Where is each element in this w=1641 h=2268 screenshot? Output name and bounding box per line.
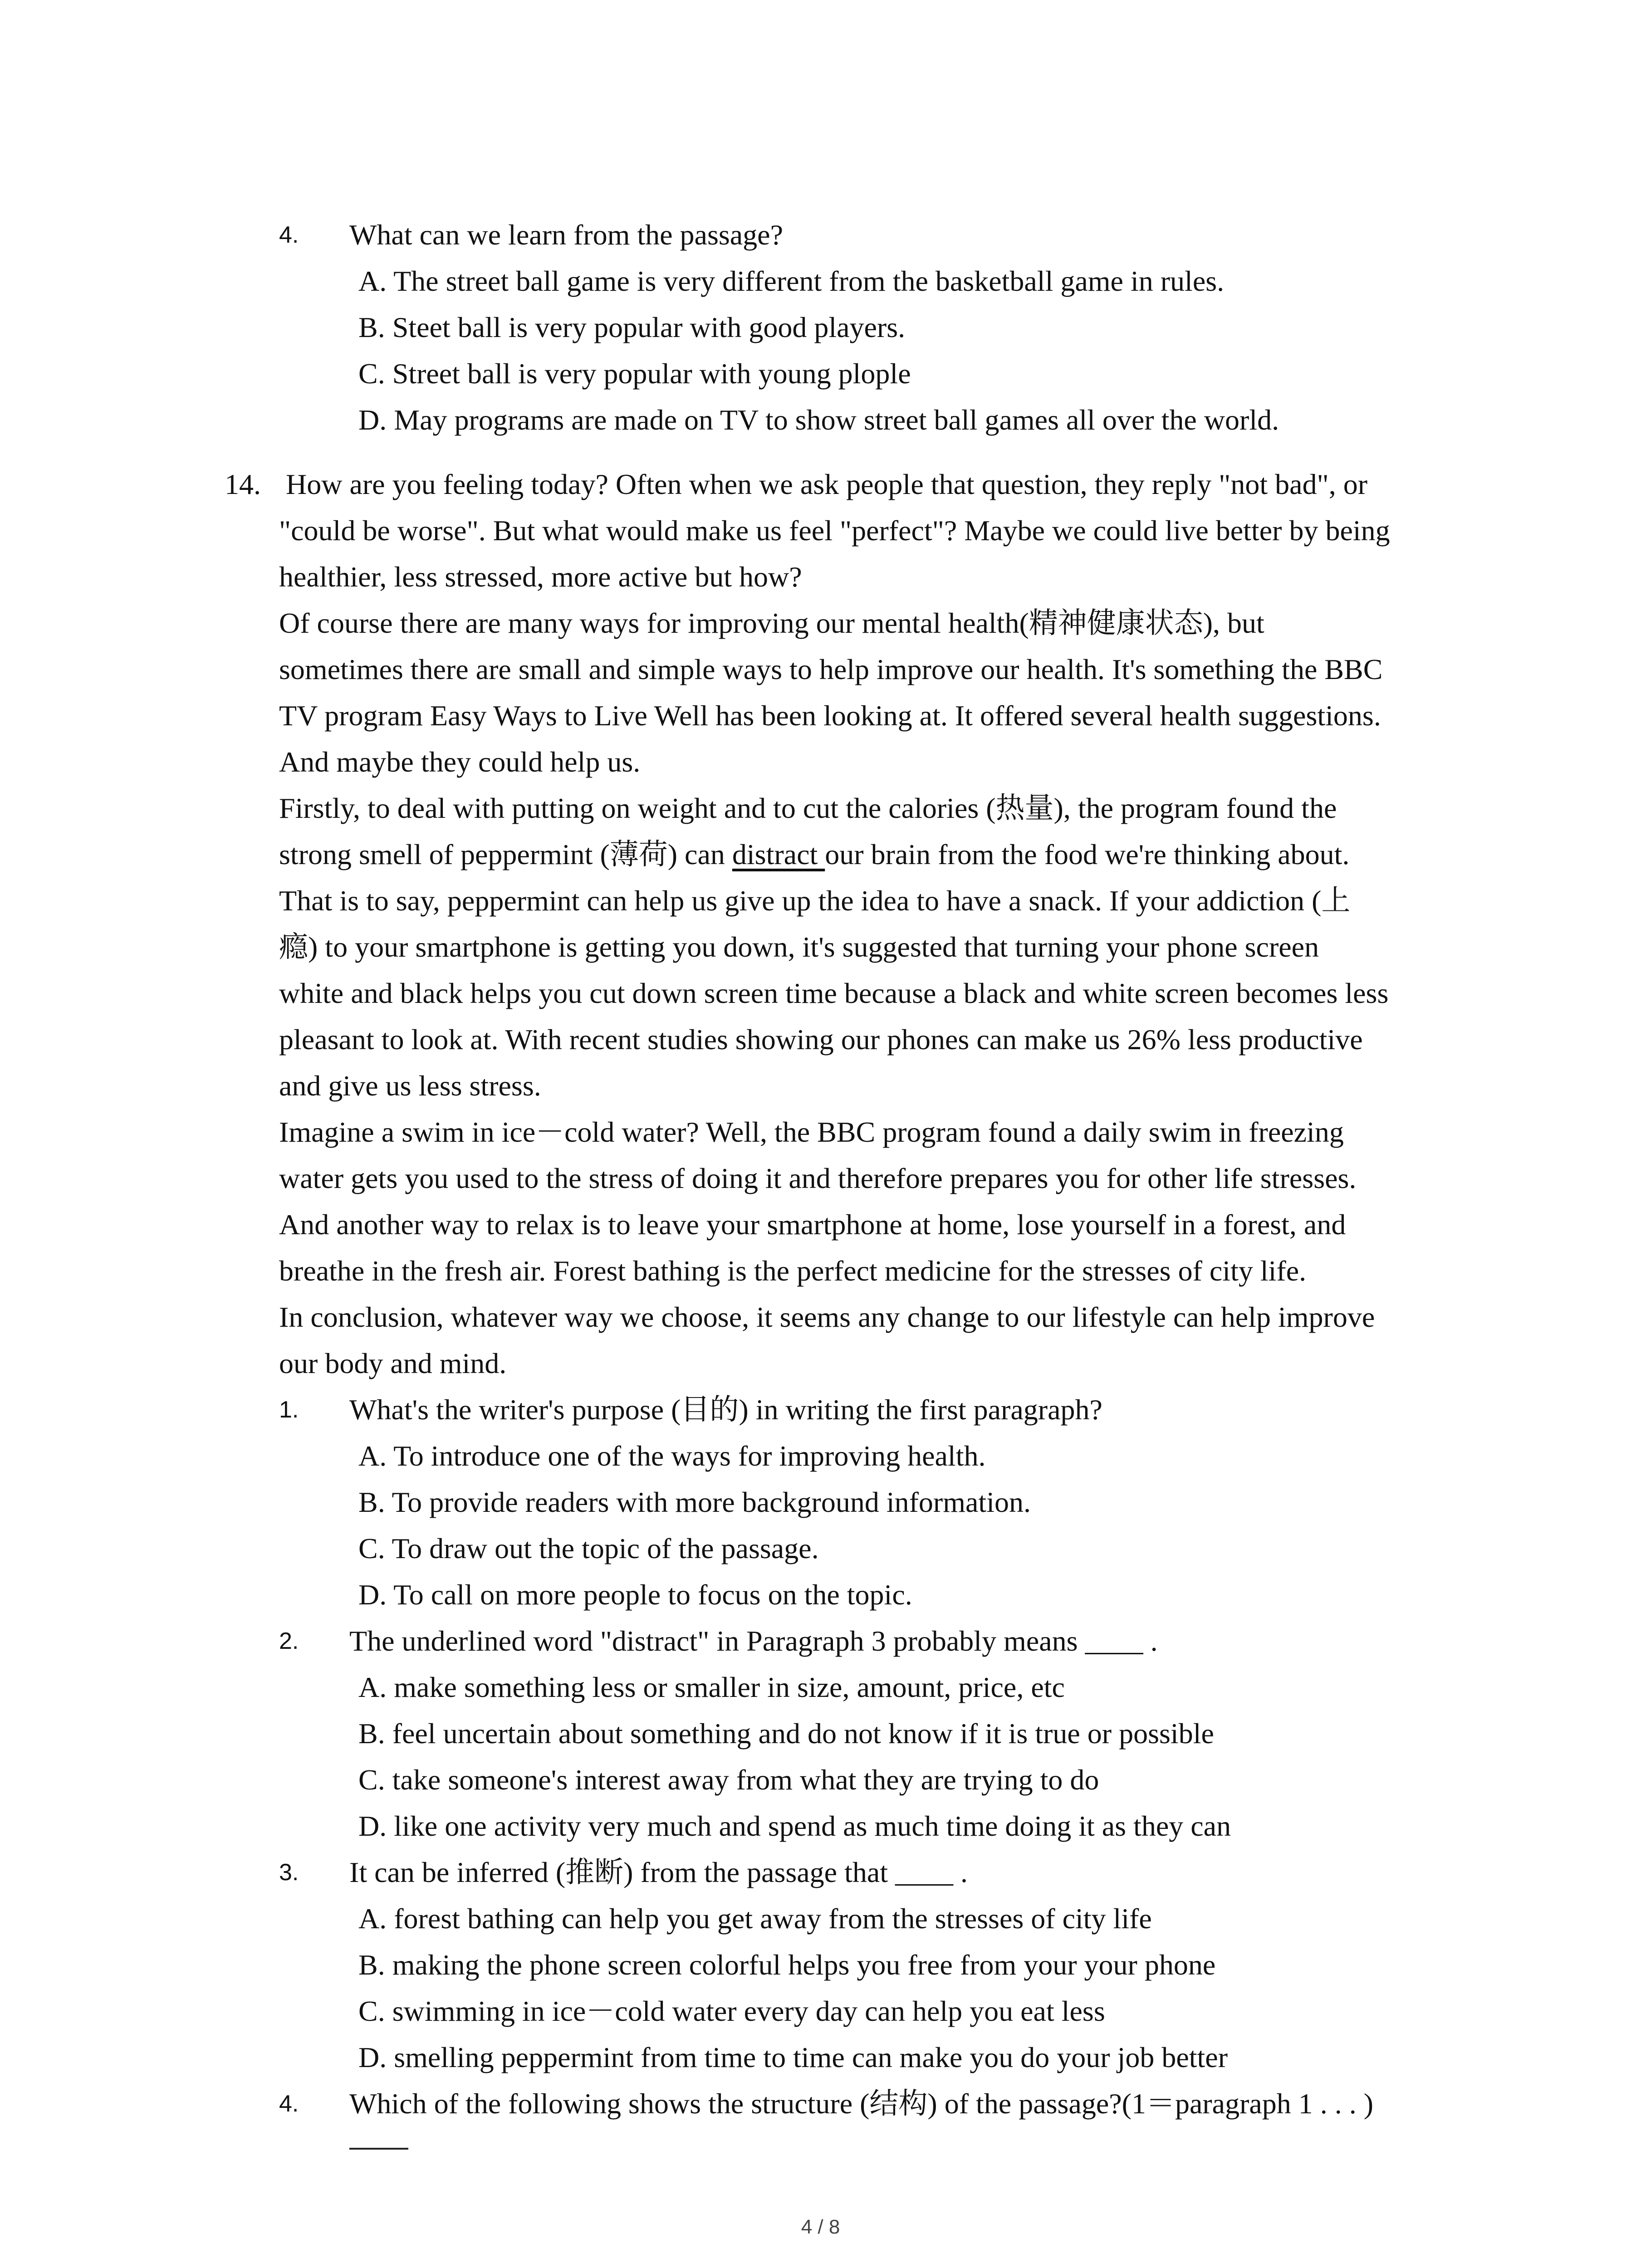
option-d: D. like one activity very much and spend as much time doing it as they can [358, 1810, 1231, 1842]
option-a: A. make something less or smaller in size, amount, price, etc [358, 1671, 1065, 1703]
passage-line: And another way to relax is to leave your smartphone at home, lose yourself in a forest, and [279, 1208, 1346, 1241]
passage-line: water gets you used to the stress of doing it and therefore prepares you for other life stresses. [279, 1162, 1357, 1194]
option-a: A. To introduce one of the ways for improving health. [358, 1440, 986, 1472]
option-a: A. The street ball game is very different from the basketball game in rules. [358, 265, 1225, 297]
question-stem: What can we learn from the passage? [349, 219, 783, 251]
page-number: 4 / 8 [801, 2216, 840, 2238]
question-stem: It can be inferred (推断) from the passage that ____ . [349, 1856, 968, 1888]
passage-line: 瘾) to your smartphone is getting you down, it's suggested that turning your phone screen [279, 931, 1319, 963]
option-c: C. take someone's interest away from what they are trying to do [358, 1764, 1099, 1796]
option-c: C. To draw out the topic of the passage. [358, 1532, 819, 1564]
passage-line: and give us less stress. [279, 1070, 541, 1102]
passage-line: In conclusion, whatever way we choose, it seems any change to our lifestyle can help improve [279, 1301, 1375, 1333]
passage-line [279, 832, 1349, 877]
passage-line: our body and mind. [279, 1347, 507, 1379]
question-stem: Which of the following shows the structure (结构) of the passage?(1＝paragraph 1 . . . ) [349, 2087, 1374, 2120]
passage-line: Imagine a swim in ice－cold water? Well, the BBC program found a daily swim in freezing [279, 1116, 1344, 1148]
option-b: B. making the phone screen colorful helps you free from your your phone [358, 1949, 1216, 1981]
question-number: 4. [279, 222, 299, 248]
option-b: B. To provide readers with more background information. [358, 1486, 1031, 1518]
passage-line: sometimes there are small and simple ways to help improve our health. It's something the BBC [279, 653, 1383, 685]
question-stem: What's the writer's purpose (目的) in writing the first paragraph? [349, 1393, 1102, 1426]
passage-line: white and black helps you cut down screen time because a black and white screen becomes less [279, 977, 1389, 1009]
passage-line: And maybe they could help us. [279, 746, 641, 778]
option-d: D. smelling peppermint from time to time can make you do your job better [358, 2041, 1228, 2073]
question-number: 2. [279, 1628, 299, 1654]
passage-line: How are you feeling today? Often when we ask people that question, they reply "not bad", or [286, 468, 1367, 500]
passage-line: pleasant to look at. With recent studies showing our phones can make us 26% less productive [279, 1023, 1363, 1056]
option-b: B. feel uncertain about something and do not know if it is true or possible [358, 1717, 1214, 1750]
passage-line: breathe in the fresh air. Forest bathing is the perfect medicine for the stresses of city life. [279, 1255, 1307, 1287]
passage-text: our brain from the food we're thinking about. [825, 838, 1350, 870]
passage-line: That is to say, peppermint can help us give up the idea to have a snack. If your addiction (上 [279, 885, 1351, 917]
option-a: A. forest bathing can help you get away from the stresses of city life [358, 1902, 1152, 1935]
question-number: 3. [279, 1859, 299, 1886]
passage-line: Of course there are many ways for improving our mental health(精神健康状态), but [279, 607, 1264, 639]
question-number: 4. [279, 2091, 299, 2117]
question-number: 1. [279, 1397, 299, 1423]
option-b: B. Steet ball is very popular with good players. [358, 311, 906, 343]
underlined-word: distract [732, 838, 825, 870]
answer-blank[interactable] [349, 2148, 408, 2150]
passage-text: strong smell of peppermint (薄荷) can [279, 838, 732, 870]
question-stem: The underlined word "distract" in Paragraph 3 probably means ____ . [349, 1625, 1158, 1657]
question-number: 14. [225, 468, 261, 500]
passage-line: TV program Easy Ways to Live Well has been looking at. It offered several health suggestions. [279, 699, 1381, 732]
passage-line: Firstly, to deal with putting on weight and to cut the calories (热量), the program found the [279, 792, 1337, 824]
option-c: C. swimming in ice－cold water every day can help you eat less [358, 1995, 1105, 2027]
option-d: D. May programs are made on TV to show street ball games all over the world. [358, 404, 1279, 436]
passage-line: healthier, less stressed, more active but how? [279, 561, 802, 593]
option-c: C. Street ball is very popular with young plople [358, 357, 911, 390]
passage-line: "could be worse". But what would make us feel "perfect"? Maybe we could live better by being [279, 514, 1390, 547]
option-d: D. To call on more people to focus on the topic. [358, 1579, 912, 1611]
